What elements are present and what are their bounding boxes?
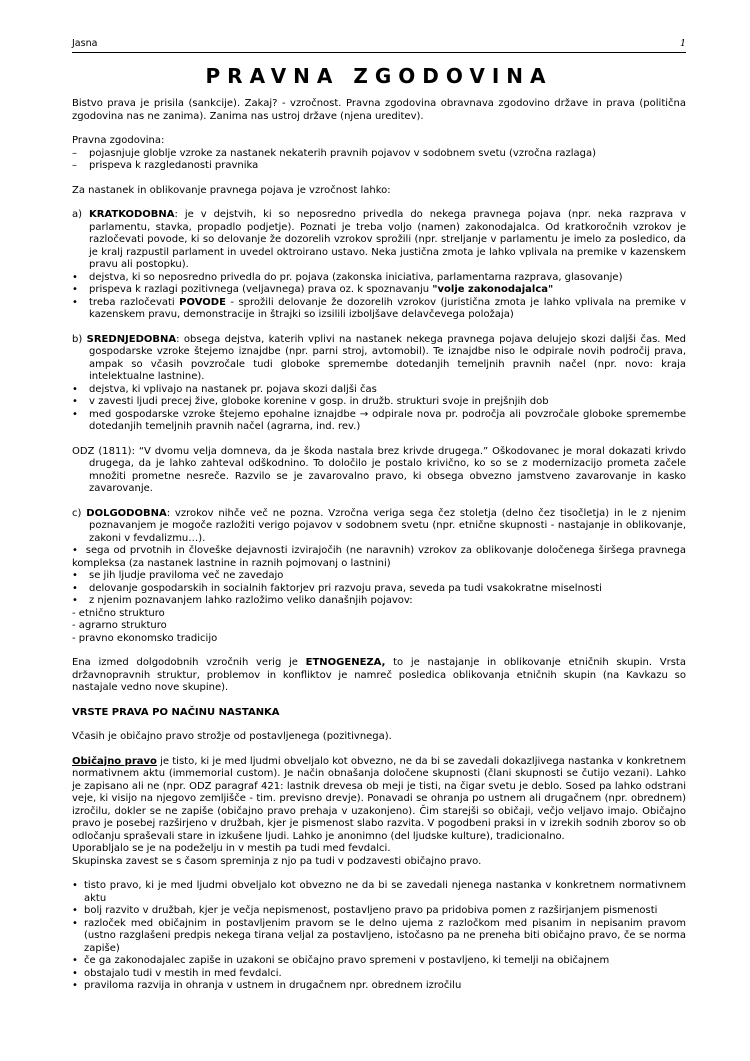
- section-c: [72, 508, 686, 546]
- obicajno-text: je tisto, ki je med ljudmi obveljalo kot obvezno, ne da bi se zavedali dokazljivega nastanka v konkretnem normativnem aktu (immemorial custom). Je način obnašanja določene skupnosti (člani skupnosti se čutijo vezani). Lahko je zapisano ali ne (npr. ODZ paragraf 421: lastnik drevesa ob meji je tisti, na čigar svetu je deblo. Sosed pa lahko odstrani veje, ki visijo na njegovo zemljišče - tim. previsno drevje). Ponavadi se ohranja po ustnem ali drugačnem (npr. obrednem) izročilu, dokler se ne zapiše (običajno pravo prehaja v uzakonjeno). Čim starejši so običaji, večjo veljavo imajo. Običajno pravo je posebej razširjeno v družbah, kjer je pismenost slabo razvita. V pogodbeni praksi in v izrekih sodnih zborov so ob odločanju spraševali stare in izkušene ljudi. Lahko je anonimno (del ljudske kulture), tradicionalno.: [72, 755, 686, 842]
- dash-marker: –: [72, 147, 77, 159]
- dash-marker: –: [72, 160, 77, 171]
- bullet-text: dejstva, ki vplivajo na nastanek pr. pojava skozi daljši čas: [89, 383, 377, 395]
- dash-item: - pravno ekonomsko tradicijo: [72, 632, 218, 644]
- bullet-marker: •: [72, 296, 78, 308]
- bullet-text: z njenim poznavanjem lahko razložimo veliko današnjih pojavov:: [89, 595, 413, 606]
- etno-text: Ena izmed dolgodobnih vzročnih verig je: [72, 657, 306, 668]
- bullet-text: se jih ljudje praviloma več ne zavedajo: [89, 570, 284, 581]
- document-body: [72, 98, 686, 993]
- page-header: [72, 38, 686, 53]
- header-author: Jasna: [72, 38, 98, 49]
- bullet-marker: •: [72, 570, 78, 581]
- obicajno-paragraph: [72, 756, 686, 844]
- bullet-item: [72, 880, 686, 905]
- term-etnogeneza: ETNOGENEZA,: [305, 657, 386, 668]
- bullet-marker: •: [72, 284, 78, 295]
- term-obicajno-pravo: Običajno pravo: [72, 755, 157, 767]
- bullet-text: sega od prvotnih in človeške dejavnosti izvirajočih (ne naravnih) vzrokov za oblikovanje določenega širšega pravnega kompleksa (za nastanek lastnine in raznih pojmovanj o lastnini): [72, 545, 687, 569]
- bullet-marker: •: [72, 595, 78, 606]
- bullet-text: tisto pravo, ki je med ljudmi obveljalo kot obvezno ne da bi se zavedali njenega nastanka v konkretnem normativnem aktu: [84, 880, 686, 904]
- section-a-text: : je v dejstvih, ki so neposredno privedla do nekega pravnega pojava (npr. neka razprava v parlamentu, stavka, propadlo podjetje). Poznati je treba voljo (namen) zakonodajalca. Od kratkoročnih vzrokov je razločevati povode, ki so delovanje že dozorelih vzrokov sprožili (npr. streljanje v parlamentu je imelo za posledico, da je kralj razpustil parlament in uvedel oktroirano ustavo. Neka justična zmota je lahko vplivala na premike v kazenskem pravu ali postopku).: [89, 209, 686, 270]
- document-page: [72, 38, 686, 993]
- section-b: [72, 334, 686, 384]
- bullet-marker: •: [72, 980, 78, 991]
- document-title: PRAVNA ZGODOVINA: [205, 64, 553, 88]
- bullet-item: [72, 272, 686, 285]
- bullet-item: [72, 918, 686, 956]
- dash-item: - etnično strukturo: [72, 607, 165, 619]
- term-kratkodobna: KRATKODOBNA: [88, 209, 175, 220]
- bullet-item: [72, 297, 686, 322]
- bullet-item: [72, 284, 686, 297]
- nastanek-paragraph: Za nastanek in oblikovanje pravnega pojava je vzročnost lahko:: [72, 184, 391, 196]
- bullet-marker: •: [72, 582, 78, 594]
- section-c-lead: [72, 545, 686, 570]
- bullet-marker: •: [72, 967, 78, 979]
- bullet-bold: POVODE: [179, 296, 226, 308]
- bullet-marker: •: [72, 383, 78, 395]
- pz-heading: Pravna zgodovina:: [72, 135, 165, 146]
- etnogeneza-paragraph: [72, 657, 686, 695]
- dash-item: - agrarno strukturo: [72, 620, 167, 631]
- page-number: 1: [679, 38, 686, 49]
- section-b-text: : obsega dejstva, katerih vplivi na nastanek nekega pravnega pojava delujejo skozi daljši čas. Med gospodarske vzroke štejemo iznajdbe (npr. parni stroj, avtomobil). Te iznajdbe niso le odpirale novih področij prava, ampak so včasih povzročale tudi globoke spremembe dotedanjih temeljnih pravnih načel (npr. novo: kraja intelektualne lastnine).: [89, 333, 686, 382]
- bullet-text: prispeva k razlagi pozitivnega (veljavnega) prava oz. k spoznavanju: [89, 284, 433, 295]
- bullet-text: razloček med običajnim in postavljenim pravom se le delno ujema z razločkom med pisanim in nepisanim pravom (ustno razglašeni predpis nekega tirana veljal za postavljeno, istočasno pa ne preneha biti običajno pravo, če se norma zapiše): [84, 917, 686, 954]
- bullet-text: obstajalo tudi v mestih in med fevdalci.: [84, 967, 282, 979]
- bullet-text: med gospodarske vzroke štejemo epohalne iznajdbe → odpirale nova pr. področja ali povzročale globoke spremembe dotedanjih temeljnih pravnih načel (agrarna, ind. rev.): [89, 408, 686, 432]
- vcasih-paragraph: Včasih je običajno pravo strožje od postavljenega (pozitivnega).: [72, 731, 392, 742]
- pz-item-text: pojasnjuje globlje vzroke za nastanek nekaterih pravnih pojavov v sodobnem svetu (vzročna razlaga): [89, 147, 597, 159]
- bullet-item: [72, 396, 686, 409]
- bullet-text: v zavesti ljudi precej žive, globoke korenine v gosp. in družb. strukturi svoje in prejšnjih dob: [89, 396, 549, 407]
- section-a: [72, 209, 686, 272]
- bullet-marker: •: [72, 880, 78, 891]
- bullet-item: [72, 968, 686, 981]
- pz-item: [72, 148, 686, 161]
- odz-paragraph: ODZ (1811): “V dvomu velja domneva, da je škoda nastala brez krivde drugega.” Oškodovanec je moral dokazati krivdo drugega, da je lahko zahteval odškodnino. To določilo je postalo krivično, ko so se z modernizacijo prometa začele množiti prometne nesreče. Razvilo se je zavarovalno pravo, ki obsega obvezno jamstveno zavarovanje in kasko zavarovanje.: [72, 445, 686, 494]
- bullet-text: bolj razvito v družbah, kjer je večja nepismenost, postavljeno pravo pa pridobiva pomen z razširjanjem pismenosti: [84, 905, 658, 916]
- section-c-text: : vzrokov nihče več ne pozna. Vzročna veriga sega čez stoletja (delno čez tisočletja) in le z njenim poznavanjem je mogoče razložiti verigo pojavov v sodobnem svetu (npr. etnične skupnosti - nastajanje in oblikovanje, zakoni v fevdalizmu…).: [89, 507, 686, 544]
- bullet-marker: •: [72, 396, 78, 407]
- intro-paragraph: Bistvo prava je prisila (sankcije). Zakaj? - vzročnost. Pravna zgodovina obravnava zgodovino države in prava (politična zgodovina nas ne zanima). Zanima nas ustroj države (njena ureditev).: [72, 98, 686, 122]
- pz-item-text: prispeva k razgledanosti pravnika: [89, 160, 259, 171]
- list-marker: c): [72, 507, 82, 519]
- bullet-item: [72, 955, 686, 968]
- bullet-text: treba razločevati: [89, 296, 180, 308]
- bullet-text: praviloma razvija in ohranja v ustnem in drugačnem npr. obrednem izročilu: [84, 980, 462, 991]
- bullet-marker: •: [72, 917, 78, 929]
- bullet-item: [72, 570, 686, 583]
- bullet-bold: "volje zakonodajalca": [432, 284, 554, 295]
- vrste-heading: VRSTE PRAVA PO NAČINU NASTANKA: [72, 706, 280, 718]
- term-dolgodobna: DOLGODOBNA: [86, 507, 167, 519]
- bullet-text: če ga zakonodajalec zapiše in uzakoni se običajno pravo spremeni v postavljeno, ki temelji na običajnem: [84, 955, 610, 966]
- bullet-item: [72, 583, 686, 596]
- bullet-marker: •: [72, 271, 78, 283]
- bullet-marker: •: [72, 955, 78, 966]
- section-heading: [72, 707, 686, 720]
- obicajno-line: Uporabljalo se je na podeželju in v mestih pa tudi med fevdalci.: [72, 843, 391, 854]
- bullet-text: - sprožili delovanje že dozorelih vzrokov (juristična zmota je lahko vplivala na premike v kazenskem pravu, demonstracije in štrajki so izsilili izboljšave delavčevega položaja): [89, 296, 687, 320]
- bullet-text: delovanje gospodarskih in socialnih faktorjev pri razvoju prava, seveda pa tudi vsakokratne miselnosti: [89, 582, 602, 594]
- etno-text: to je nastajanje in oblikovanje etničnih skupin. Vrsta državnopravnih struktur, problemov in konfliktov je namreč posledica oblikovanja etničnih skupin (na Kavkazu so nastajale vedno nove skupine).: [72, 657, 686, 693]
- bullet-text: dejstva, ki so neposredno privedla do pr. pojava (zakonska iniciativa, parlamentarna razprava, glasovanje): [89, 271, 623, 283]
- bullet-item: [72, 980, 686, 993]
- list-marker: a): [72, 209, 83, 220]
- bullet-item: [72, 905, 686, 918]
- bullet-item: [72, 409, 686, 434]
- bullet-item: [72, 384, 686, 397]
- obicajno-line: Skupinska zavest se s časom spreminja z njo pa tudi v podzavesti običajno pravo.: [72, 855, 482, 867]
- bullet-item: [72, 595, 686, 608]
- bullet-marker: •: [72, 408, 78, 420]
- list-marker: b): [72, 333, 83, 345]
- bullet-marker: •: [72, 905, 78, 916]
- pz-item: [72, 160, 686, 173]
- bullet-marker: •: [72, 545, 78, 556]
- term-srednjedobna: SREDNJEDOBNA: [86, 333, 177, 345]
